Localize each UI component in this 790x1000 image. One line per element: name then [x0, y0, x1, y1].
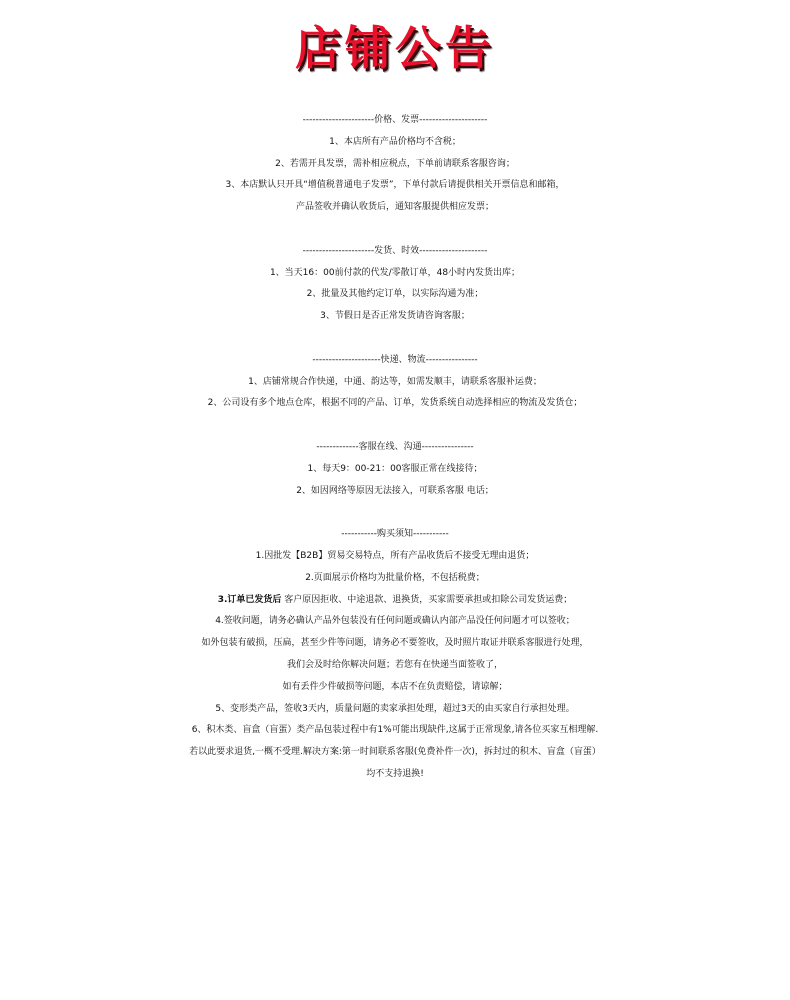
- notice-line-shipped-orders: [0, 590, 790, 612]
- section-customer-service: [0, 437, 790, 502]
- notice-line: 如外包装有破损，压扁，甚至少件等问题，请务必不要签收，及时照片取证并联系客服进行处理，: [201, 638, 589, 649]
- notice-line: 5、变形类产品，签收3天内，质量问题的卖家承担处理，超过3天的由买家自行承担处理。: [215, 703, 575, 714]
- section-header: -------------客服在线、沟通----------------: [316, 441, 474, 452]
- notice-line: 1、当天16：00前付款的代发/零散订单，48小时内发货出库；: [269, 267, 521, 278]
- line-rest: 客户原因拒收、中途退款、退换货，买家需要承担或扣除公司发货运费；: [281, 594, 573, 605]
- notice-line: 我们会及时给你解决问题；若您有在快递当面签收了，: [286, 659, 503, 670]
- notice-line: 2.页面展示价格均为批量价格，不包括税费；: [305, 572, 485, 583]
- notice-line: 3、节假日是否正常发货请咨询客服；: [320, 311, 470, 322]
- notice-line: 2、如因网络等原因无法接入，可联系客服 电话；: [296, 485, 494, 496]
- section-shipping-time: [0, 241, 790, 328]
- notice-line: 2、若需开具发票，需补相应税点，下单前请联系客服咨询；: [275, 158, 515, 169]
- notice-line: 若以此要求退货,一概不受理.解决方案:第一时间联系客服(免费补件一次)，拆封过的积木、盲盒（盲蛋）: [189, 747, 601, 758]
- bold-prefix: 3.订单已发货后: [217, 594, 282, 605]
- section-header: ----------------------价格、发票---------------------: [302, 115, 488, 125]
- section-express-logistics: [0, 350, 790, 415]
- notice-line: 2、公司设有多个地点仓库，根据不同的产品、订单，发货系统自动选择相应的物流及发货仓；: [207, 398, 583, 409]
- notice-line: 均不支持退换!: [366, 768, 424, 779]
- section-purchase-notice: [0, 524, 790, 786]
- notice-line: 6、积木类、盲盒（盲蛋）类产品包装过程中有1%可能出现缺件,这属于正常现象,请各位买家互相理解.: [191, 725, 599, 736]
- notice-line: 4.签收问题，请务必确认产品外包装没有任何问题或确认内部产品没任何问题才可以签收；: [215, 616, 575, 627]
- page-title: 店铺公告: [295, 21, 495, 75]
- section-header: ---------------------快递、物流----------------: [312, 354, 478, 365]
- notice-line: 1、本店所有产品价格均不含税；: [329, 136, 461, 147]
- notice-line: 2、批量及其他约定订单，以实际沟通为准；: [306, 289, 484, 300]
- notice-line: 1、店铺常规合作快递，中通、韵达等，如需发顺丰，请联系客服补运费；: [248, 376, 542, 387]
- section-price-invoice: [0, 110, 790, 219]
- notice-content: [0, 110, 790, 808]
- notice-line: 如有丢件少件破损等问题，本店不在负责赔偿，请谅解；: [282, 681, 508, 692]
- notice-line: 产品签收并确认收货后，通知客服提供相应发票；: [295, 202, 494, 213]
- notice-line: 3、本店默认只开具“增值税普通电子发票”，下单付款后请提供相关开票信息和邮箱，: [225, 180, 565, 191]
- section-header: ----------------------发货、时效---------------------: [302, 245, 488, 256]
- notice-line: 1、每天9：00-21：00客服正常在线接待；: [307, 463, 483, 474]
- notice-line: 1.因批发【B2B】贸易交易特点，所有产品收货后不接受无理由退货；: [255, 550, 535, 561]
- section-header: -----------购买须知-----------: [341, 529, 449, 540]
